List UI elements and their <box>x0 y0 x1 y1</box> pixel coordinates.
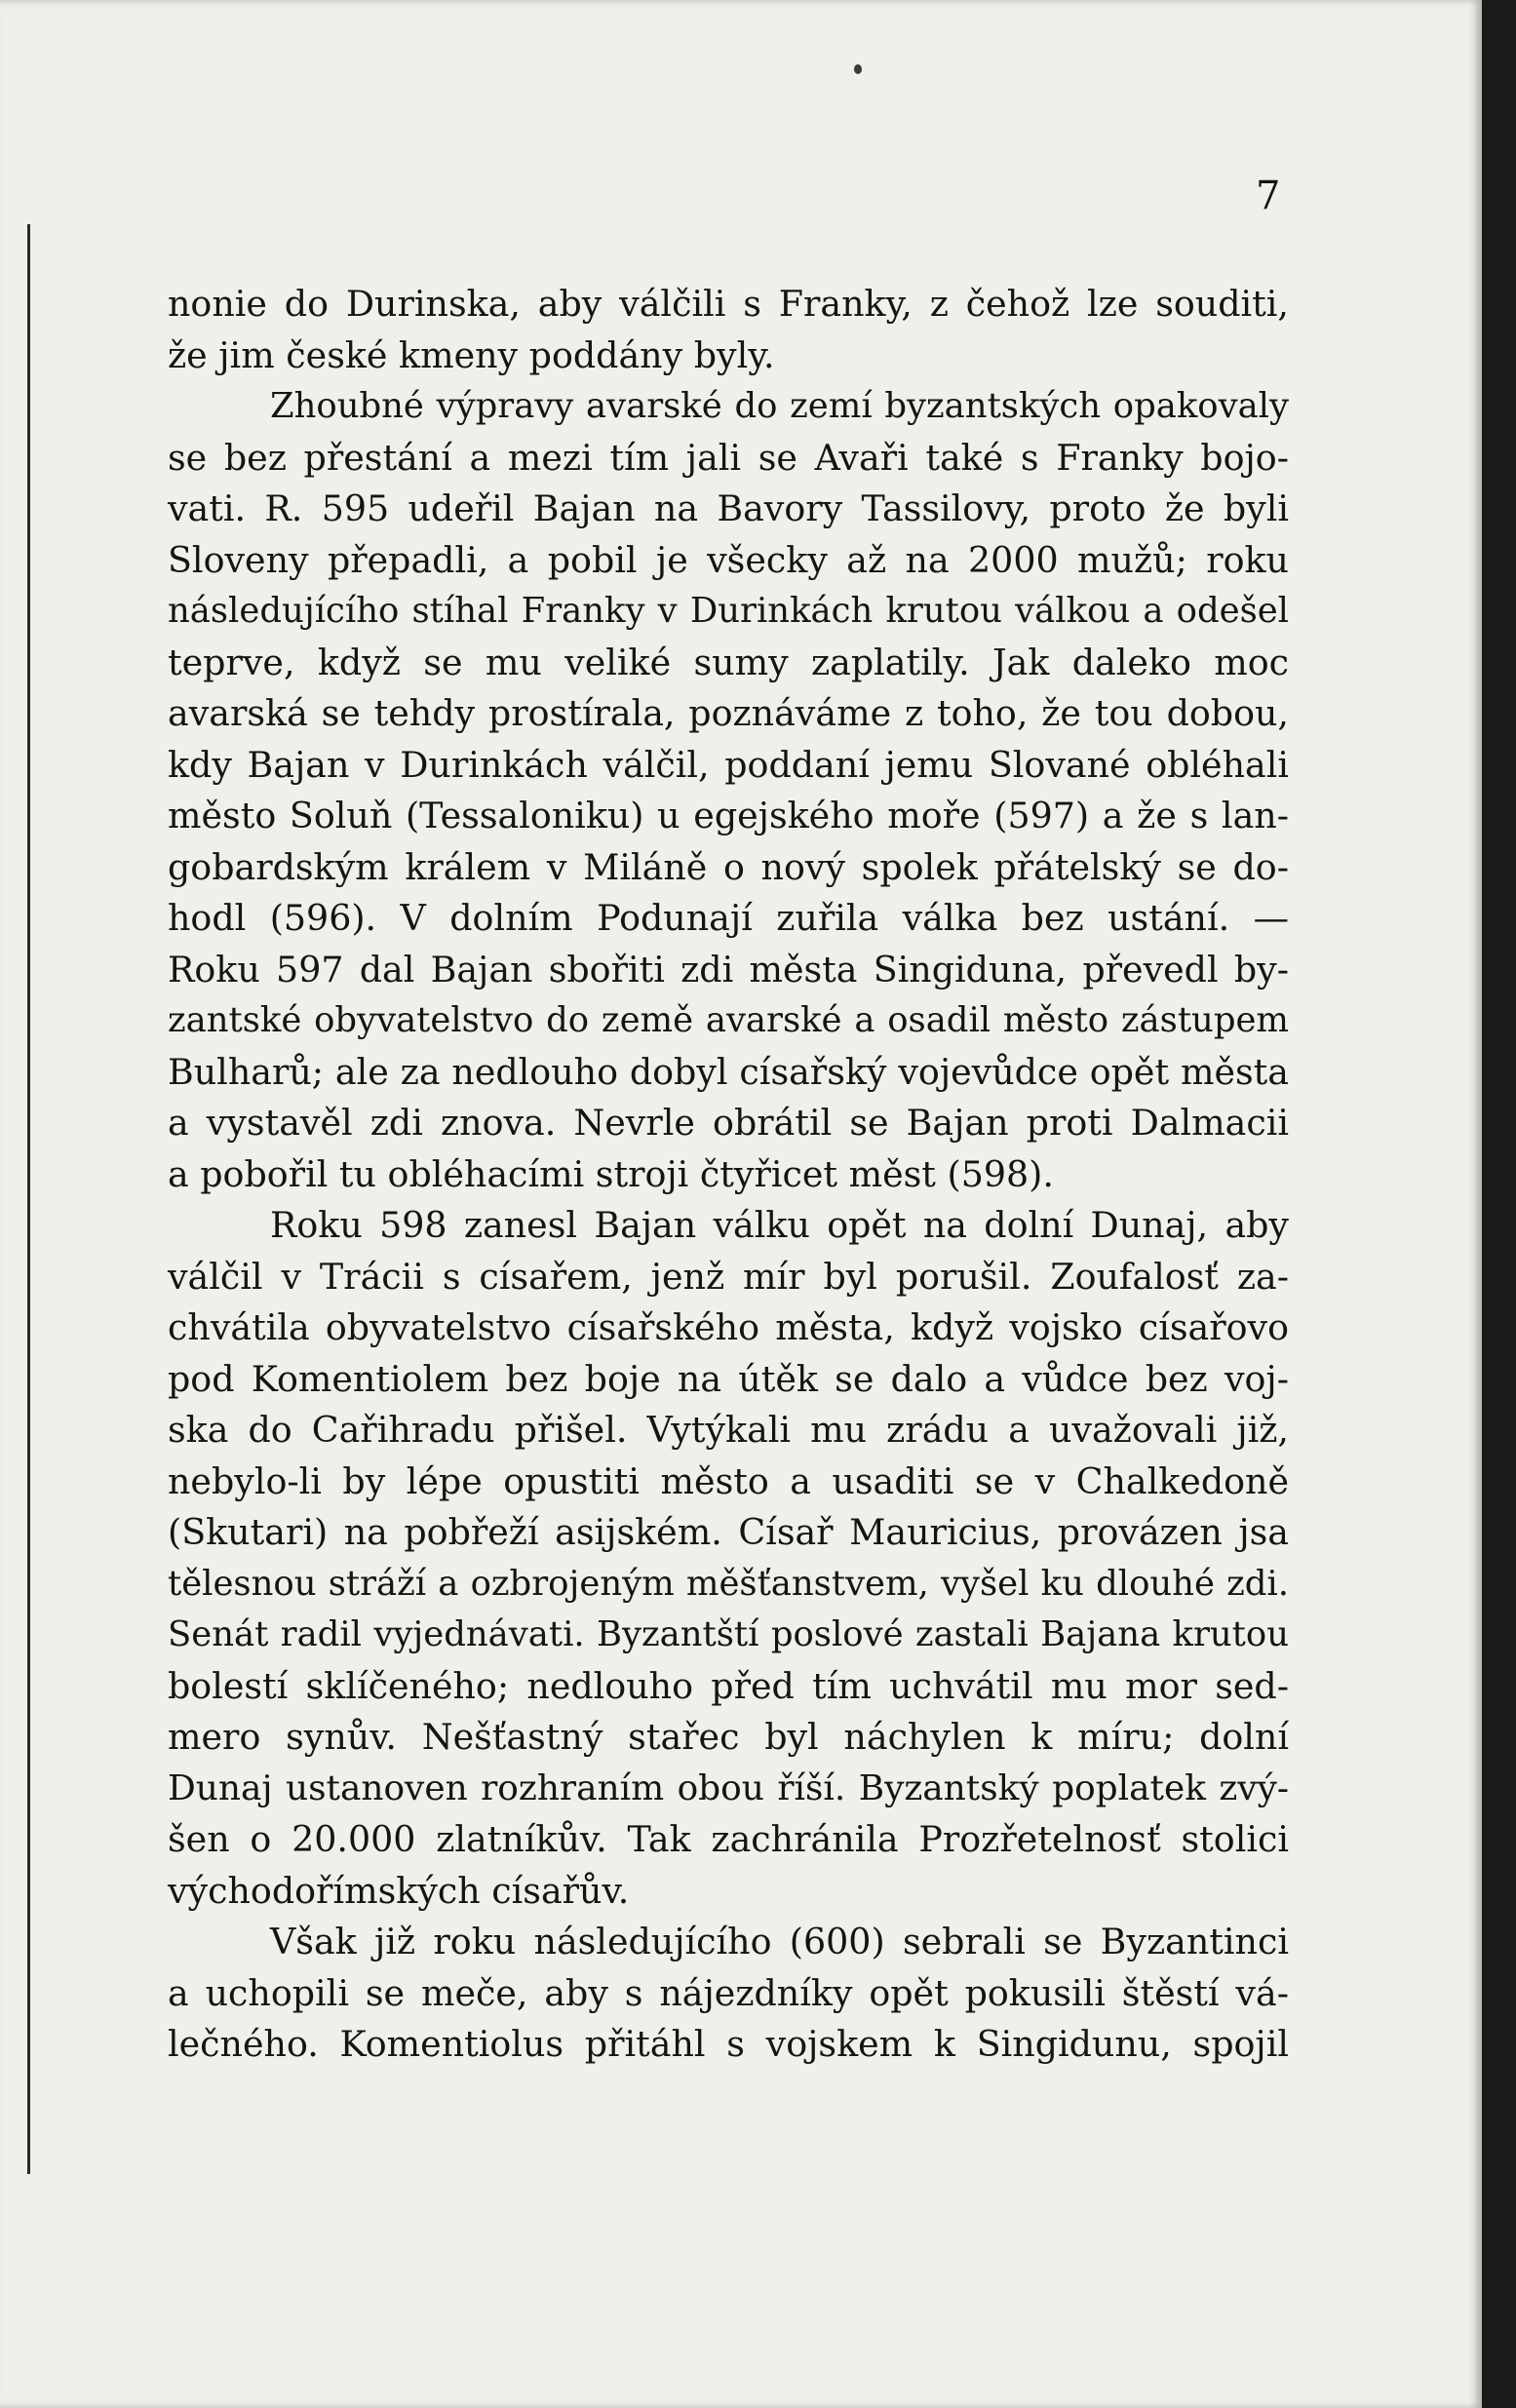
text-line: Sloveny přepadli, a pobil je všecky až na 2000 mužů; roku <box>168 538 1289 581</box>
body-text <box>168 279 1289 2071</box>
text-line: se bez přestání a mezi tím jali se Avaři také s Franky bojo- <box>168 436 1289 479</box>
text-line: gobardským králem v Miláně o nový spolek přátelský se do- <box>168 845 1289 888</box>
text-line: bolestí sklíčeného; nedlouho před tím uchvátil mu mor sed- <box>168 1664 1289 1707</box>
text-line: zantské obyvatelstvo do země avarské a osadil město zástupem <box>168 1000 1289 1040</box>
text-line: šen o 20.000 zlatníkův. Tak zachránila Prozřetelnosť stolici <box>168 1818 1289 1860</box>
text-line: (Skutari) na pobřeží asijském. Císař Mauricius, provázen jsa <box>168 1511 1289 1553</box>
text-line: kdy Bajan v Durinkách válčil, poddaní jemu Slované obléhali <box>168 743 1289 786</box>
text-line: mero synův. Nešťastný stařec byl náchylen k míru; dolní <box>168 1716 1289 1758</box>
text-line: město Soluň (Tessaloniku) u egejského moře (597) a že s lan- <box>168 795 1289 836</box>
text-line: válčil v Trácii s císařem, jenž mír byl porušil. Zoufalosť za- <box>168 1255 1289 1298</box>
text-line: a vystavěl zdi znova. Nevrle obrátil se Bajan proti Dalmacii <box>168 1102 1289 1144</box>
text-line: následujícího stíhal Franky v Durinkách krutou válkou a odešel <box>168 591 1289 631</box>
text-line: Roku 597 dal Bajan sbořiti zdi města Singiduna, převedl by- <box>168 948 1289 990</box>
binding-edge <box>27 224 30 2174</box>
text-line: lečného. Komentiolus přitáhl s vojskem k Singidunu, spojil <box>168 2023 1289 2065</box>
text-line: ska do Cařihradu přišel. Vytýkali mu zrádu a uvažovali již, <box>168 1409 1289 1451</box>
text-line: Bulharů; ale za nedlouho dobyl císařský vojevůdce opět města <box>168 1050 1289 1093</box>
text-line: a pobořil tu obléhacími stroji čtyřicet měst (598). <box>168 1152 1054 1195</box>
text-line: Roku 598 zanesl Bajan válku opět na dolní Dunaj, aby <box>270 1204 1289 1246</box>
text-line: Však již roku následujícího (600) sebrali se Byzantinci <box>270 1921 1289 1962</box>
text-line: hodl (596). V dolním Podunají zuřila válka bez ustání. — <box>168 897 1289 939</box>
text-line: východořímských císařův. <box>168 1869 630 1912</box>
text-line: Dunaj ustanoven rozhraním obou říší. Byzantský poplatek zvý- <box>168 1767 1289 1808</box>
text-line: Zhoubné výpravy avarské do zemí byzantských opakovaly <box>270 386 1289 426</box>
text-line: teprve, když se mu veliké sumy zaplatily. Jak daleko moc <box>168 641 1289 683</box>
text-line: pod Komentiolem bez boje na útěk se dalo a vůdce bez voj- <box>168 1357 1289 1400</box>
text-line: chvátila obyvatelstvo císařského města, když vojsko císařovo <box>168 1306 1289 1348</box>
text-line: nebylo-li by lépe opustiti město a usaditi se v Chalkedoně <box>168 1459 1289 1502</box>
text-line: vati. R. 595 udeřil Bajan na Bavory Tassilovy, proto že byli <box>168 487 1289 529</box>
text-line: avarská se tehdy prostírala, poznáváme z toho, že tou dobou, <box>168 692 1289 734</box>
text-line: a uchopili se meče, aby s nájezdníky opět pokusili štěstí vá- <box>168 1971 1289 2014</box>
text-line: nonie do Durinska, aby válčili s Franky, z čehož lze souditi, <box>168 283 1289 325</box>
text-line: Senát radil vyjednávati. Byzantští poslové zastali Bajana krutou <box>168 1614 1289 1654</box>
text-line: že jim české kmeny poddány byly. <box>168 333 775 376</box>
ink-speck <box>854 64 862 74</box>
text-line: tělesnou stráží a ozbrojeným měšťanstvem, vyšel ku dlouhé zdi. <box>168 1563 1289 1604</box>
page-number: 7 <box>1256 174 1281 218</box>
